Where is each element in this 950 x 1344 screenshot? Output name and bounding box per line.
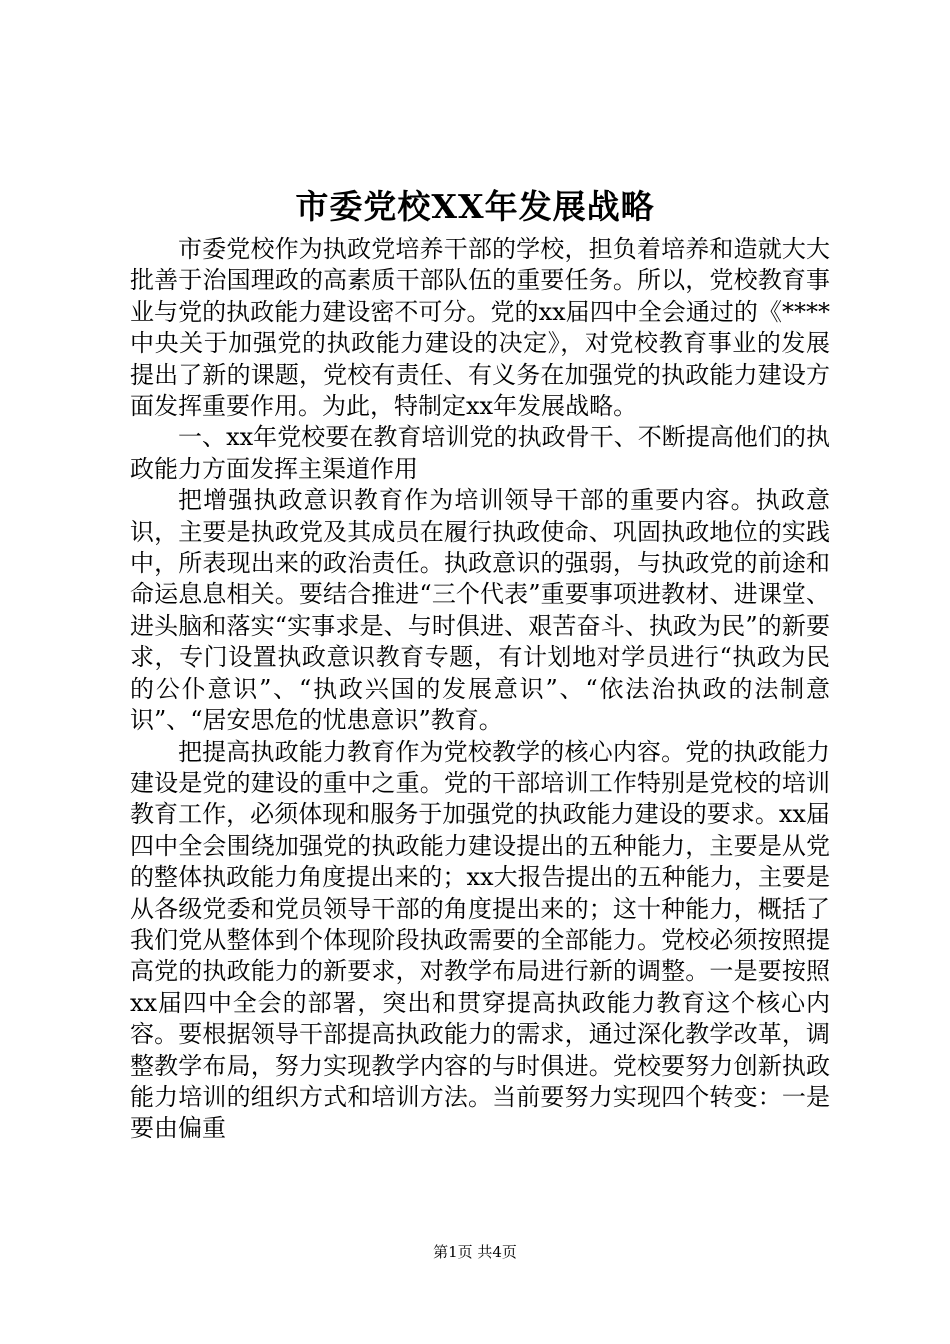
page-footer: 第1页 共4页 <box>433 1243 517 1261</box>
paragraph-awareness: 把增强执政意识教育作为培训领导干部的重要内容。执政意识，主要是执政党及其成员在履行执政使命、巩固执政地位的实践中，所表现出来的政治责任。执政意识的强弱，与执政党的前途和命运息息相关。要结合推进“三个代表”重要事项进教材、进课堂、进头脑和落实“实事求是、与时俱进、艰苦奋斗、执政为民”的新要求，专门设置执政意识教育专题，有计划地对学员进行“执政为民的公仆意识”、“执政兴国的发展意识”、“依法治执政的法制意识”、“居安思危的忧患意识”教育。 <box>130 486 830 735</box>
document-title: 市委党校XX年发展战略 <box>295 187 655 226</box>
paragraph-capability: 把提高执政能力教育作为党校教学的核心内容。党的执政能力建设是党的建设的重中之重。党的干部培训工作特别是党校的培训教育工作，必须体现和服务于加强党的执政能力建设的要求。xx届四中全会围绕加强党的执政能力建设提出的五种能力，主要是从党的整体执政能力角度提出来的；xx大报告提出的五种能力，主要是从各级党委和党员领导干部的角度提出来的；这十种能力，概括了我们党从整体到个体现阶段执政需要的全部能力。党校必须按照提高党的执政能力的新要求，对教学布局进行新的调整。一是要按照xx届四中全会的部署，突出和贯穿提高执政能力教育这个核心内容。要根据领导干部提高执政能力的需求，通过深化教学改革，调整教学布局，努力实现教学内容的与时俱进。党校要努力创新执政能力培训的组织方式和培训方法。当前要努力实现四个转变：一是要由偏重 <box>130 737 830 1143</box>
section-heading-1: 一、xx年党校要在教育培训党的执政骨干、不断提高他们的执政能力方面发挥主渠道作用 <box>130 423 830 483</box>
document-body <box>130 234 830 1145</box>
paragraph-intro: 市委党校作为执政党培养干部的学校，担负着培养和造就大大批善于治国理政的高素质干部队伍的重要任务。所以，党校教育事业与党的执政能力建设密不可分。党的xx届四中全会通过的《****中央关于加强党的执政能力建设的决定》，对党校教育事业的发展提出了新的课题，党校有责任、有义务在加强党的执政能力建设方面发挥重要作用。为此，特制定xx年发展战略。 <box>130 235 830 421</box>
